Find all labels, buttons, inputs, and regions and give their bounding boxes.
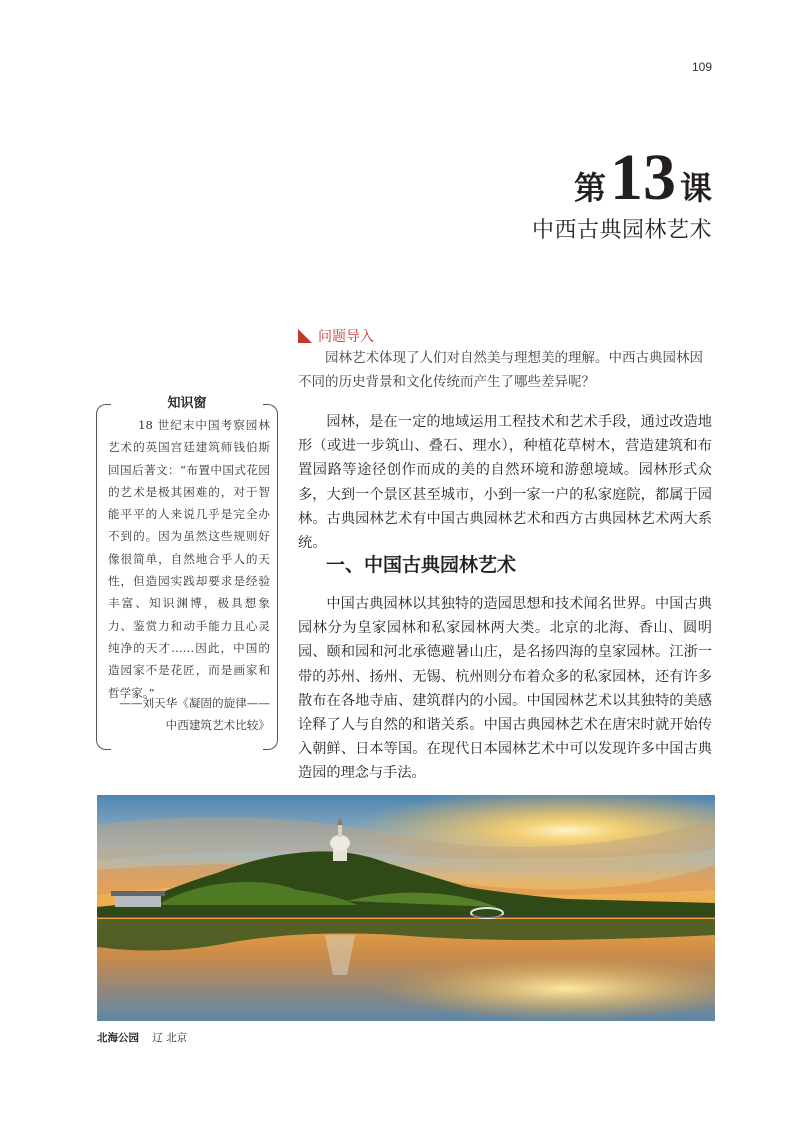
intro-text: 园林艺术体现了人们对自然美与理想美的理解。中西古典园林因不同的历史背景和文化传统而产生了哪些差异呢？: [298, 350, 703, 390]
lesson-suffix: 课: [679, 169, 712, 207]
landscape-photo-illustration: [97, 795, 715, 1021]
lesson-number-line: [532, 141, 712, 214]
lesson-title: 中西古典园林艺术: [531, 218, 712, 243]
page-number: 109: [691, 60, 712, 74]
knowledge-window-box: [96, 396, 278, 750]
lesson-prefix: 第: [573, 169, 606, 207]
body-paragraph-2: 中国古典园林以其独特的造园思想和技术闻名世界。中国古典园林分为皇家园林和私家园林两大类。北京的北海、香山、圆明园、颐和园和河北承德避暑山庄，是名扬四海的皇家园林。江浙一带的苏州、扬州、无锡、杭州则分布着众多的私家园林，还有许多散布在各地寺庙、建筑群内的小园。中国园林艺术以其独特的美感诠释了人与自然的和谐关系。中国古典园林艺术在唐宋时就开始传入朝鲜、日本等国。在现代日本园林艺术中可以发现许多中国古典造园的理念与手法。: [298, 596, 712, 782]
lesson-heading: [531, 141, 712, 244]
triangle-marker-icon: [298, 329, 312, 343]
body-paragraph-1: 园林，是在一定的地域运用工程技术和艺术手段，通过改造地形（或进一步筑山、叠石、理水），种植花草树木，营造建筑和布置园路等途径创作而成的美的自然环境和游憩境域。园林形式众多，大到一个景区甚至城市，小到一家一户的私家庭院，都属于园林。古典园林艺术有中国古典园林艺术和西方古典园林艺术两大系统。: [298, 414, 712, 552]
intro-heading-label: 问题导入: [318, 329, 374, 345]
photo-caption-title: 北海公园: [97, 1032, 139, 1044]
photo-caption: [97, 1030, 187, 1045]
intro-heading: [298, 326, 374, 346]
knowledge-window-title: 知识窗: [96, 392, 278, 411]
knowledge-window-source: ——刘天华《凝固的旋律——中西建筑艺术比较》: [119, 696, 270, 732]
knowledge-window-text: 18 世纪末中国考察园林艺术的英国宫廷建筑师钱伯斯回国后著文：“布置中国式花园的艺术是极其困难的，对于智能平平的人来说几乎是完全办不到的。因为虽然这些规则好像很简单，自然地合乎人的天性，但造园实践却要求是经验丰富、知识渊博，极具想象力、鉴赏力和动手能力且心灵纯净的天才……因此，中国的造园家不是花匠，而是画家和哲学家。”: [108, 418, 270, 700]
photo-caption-location: 辽 北京: [152, 1032, 188, 1044]
beihai-park-photo: [97, 795, 715, 1021]
section-heading: 一、中国古典园林艺术: [326, 554, 517, 576]
lesson-number: 13: [609, 141, 676, 214]
